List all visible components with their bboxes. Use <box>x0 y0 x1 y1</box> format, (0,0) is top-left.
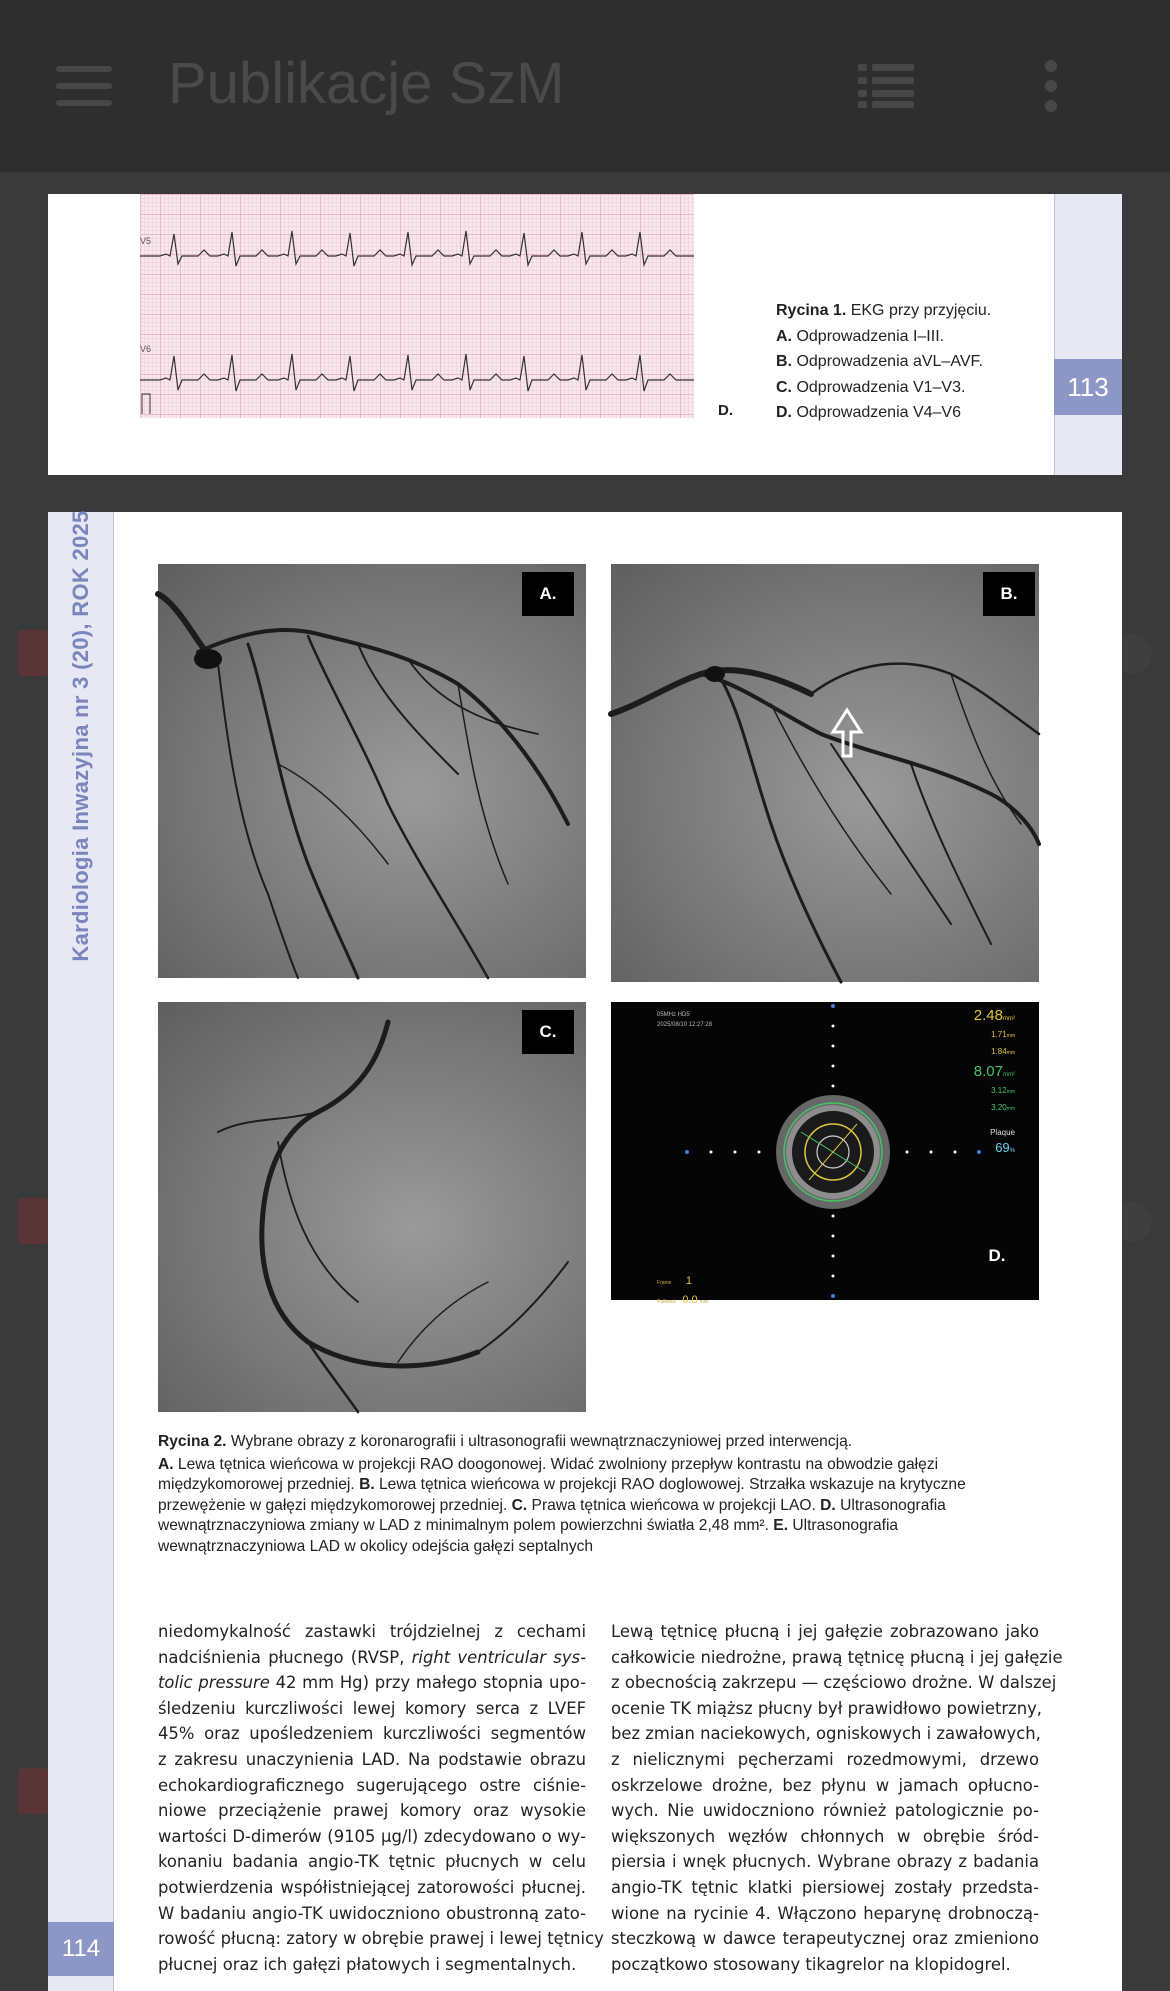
angiogram-vessels <box>158 1002 586 1412</box>
figure-2-title: Wybrane obrazy z koronarografii i ultrasonografii wewnątrznaczyniowej przed interwencją. <box>226 1433 853 1450</box>
angiogram-panel-a <box>158 564 586 978</box>
text-line: z zakresu unaczynienia LAD. Na podstawie obrazu <box>158 1749 586 1769</box>
figure-1-item: A. Odprowadzenia I–III. <box>776 327 945 345</box>
text-line: 45% oraz upośledzeniem kurczliwości segmentów <box>158 1724 586 1744</box>
vessel-area-value: 8.07 <box>973 1063 1003 1081</box>
figure-1-label: Rycina 1. <box>776 302 847 319</box>
angiogram-panel-c <box>158 1002 586 1412</box>
text-line: rowość płucną: zatory w obrębie prawej i lewej tętnicy <box>158 1929 604 1949</box>
figure-1-title: EKG przy przyjęciu. <box>846 302 992 319</box>
text-line: echokardiograficznego sugerującego ostre ciśnie- <box>158 1775 586 1795</box>
page-113[interactable] <box>48 194 1122 475</box>
ecg-lead-label: V5 <box>140 236 152 246</box>
text-line: większonych węzłów chłonnych w obrębie śród- <box>611 1826 1039 1846</box>
ecg-trace <box>140 194 694 418</box>
figure-2-label: Rycina 2. <box>158 1433 227 1450</box>
figure-1-item: C. Odprowadzenia V1–V3. <box>776 378 966 396</box>
ivus-measurements: 2.48mm² 1.71mm 1.84mm 8.07mm² 3.12mm 3.20mm Plaque 69% <box>973 1007 1015 1155</box>
plaque-burden-value: 69 <box>995 1139 1010 1155</box>
text-line: bez zmian naciekowych, ogniskowych i zawałowych, <box>611 1724 1041 1744</box>
hamburger-icon[interactable] <box>56 66 112 106</box>
background-page-tab <box>18 1768 48 1814</box>
text-line: niowe przeciążenie prawej komory oraz wysokie <box>158 1801 586 1821</box>
figure-1-item: B. Odprowadzenia aVL–AVF. <box>776 353 983 370</box>
page-side-strip <box>1054 194 1122 475</box>
text-line: początkowo stosowany tikagrelor na klopidogrel. <box>611 1954 1011 1974</box>
panel-label-c: C. <box>522 1010 574 1054</box>
text-line: całkowicie niedrożne, prawą tętnicę płucną i jej gałęzie <box>611 1647 1063 1667</box>
text-line: angio-TK tętnic klatki piersiowej zostały przedsta- <box>611 1877 1039 1897</box>
body-text-right-column <box>611 1619 1063 1977</box>
text-line: ocenie TK miąższ płucny był prawidłowo powietrzny, <box>611 1698 1043 1718</box>
figure-2-description: A. Lewa tętnica wieńcowa w projekcji RAO doogonowej. Widać zwolniony przepływ kontrastu na obwodzie gałęzi międzykomorowej przedniej. B. Lewa tętnica wieńcowa w projekcji RAO doglowowej. Strzałka wskazuje na krytyczne przewężenie w gałęzi międzykomorowej przedniej. C. Prawa tętnica wieńcowa w projekcji LAO. D. Ultrasonografia wewnątrznaczyniowa zmiany w LAD z minimalnym polem powierzchni światła 2,48 mm². E. Ultrasonografia wewnątrznaczyniowa LAD w okolicy odejścia gałęzi septalnych <box>158 1455 966 1555</box>
text-line: śledzeniu kurczliwości lewej komory serca z LVEF <box>158 1698 586 1718</box>
text-line: Lewą tętnicę płucną i jej gałęzie zobrazowano jako <box>611 1622 1039 1641</box>
text-line: konaniu badania angio-TK tętnic płucnych w celu <box>158 1852 586 1872</box>
angiogram-panel-b <box>611 564 1039 982</box>
text-line: W badaniu angio-TK uwidoczniono obustronną zato- <box>158 1903 586 1923</box>
list-view-icon[interactable] <box>858 64 914 108</box>
figure-2-caption <box>158 1432 1038 1557</box>
background-page-tab <box>18 1198 48 1244</box>
body-text-left-column <box>158 1619 604 1977</box>
page-side-strip <box>48 512 114 1991</box>
angiogram-vessels <box>158 564 586 978</box>
background-page-tab <box>18 630 48 676</box>
figure-1-caption <box>776 298 991 426</box>
text-line: z obecnością zakrzepu — częściowo drożne. W dalszej <box>611 1673 1057 1693</box>
app-bar <box>0 0 1170 172</box>
text-line: wych. Nie uwidoczniono również patologicznie po- <box>611 1801 1039 1821</box>
ivus-header-mode: 05MHz HD5 <box>657 1012 690 1018</box>
text-line: nadciśnienia płucnego (RVSP, right ventricular sys- <box>158 1647 586 1667</box>
panel-label-d: D. <box>988 1246 1006 1265</box>
text-line: wartości D-dimerów (9105 µg/l) zdecydowano o wy- <box>158 1826 586 1846</box>
journal-running-title: Kardiologia Inwazyjna nr 3 (20), ROK 2025 <box>68 510 93 962</box>
text-line: tolic pressure 42 mm Hg) przy małego stopnia upo- <box>158 1673 586 1693</box>
text-line: oskrzelowe drożne, bez płynu w jamach opłucno- <box>611 1775 1039 1795</box>
page-114[interactable] <box>48 512 1122 1991</box>
app-title: Publikacje SzM <box>168 51 565 116</box>
ivus-footer: Frame 1 Pullback 0.0 mm <box>657 1275 708 1307</box>
arrow-icon <box>833 710 861 756</box>
ivus-panel-d <box>611 1002 1039 1307</box>
ecg-strip <box>140 194 694 418</box>
more-vert-icon[interactable] <box>1042 60 1062 112</box>
figure-1-item: D. Odprowadzenia V4–V6 <box>776 404 961 421</box>
panel-label-b: B. <box>983 572 1035 616</box>
text-line: niedomykalność zastawki trójdzielnej z cechami <box>158 1622 586 1641</box>
angiogram-vessels <box>611 564 1039 982</box>
text-line: piersia i wnęk płucnych. Wybrane obrazy z badania <box>611 1852 1039 1872</box>
page-number: 113 <box>1054 359 1122 415</box>
panel-label-a: A. <box>522 572 574 616</box>
text-line: steczkową w dawce terapeutycznej oraz zmieniono <box>611 1929 1039 1949</box>
text-line: wione na rycinie 4. Włączono heparynę drobnoczą- <box>611 1903 1039 1923</box>
panel-label-d: D. <box>718 402 733 419</box>
page-number: 114 <box>48 1922 114 1976</box>
text-line: z nielicznymi pęcherzami rozedmowymi, drzewo <box>611 1749 1039 1769</box>
text-line: płucnej oraz ich gałęzi płatowych i segmentalnych. <box>158 1954 577 1974</box>
text-line: potwierdzenia współistniejącej zatorowości płucnej. <box>158 1877 586 1897</box>
ecg-lead-label: V6 <box>140 344 152 354</box>
ivus-header-date: 2025/08/10 12:27:28 <box>657 1022 713 1028</box>
lumen-area-value: 2.48 <box>973 1007 1003 1024</box>
